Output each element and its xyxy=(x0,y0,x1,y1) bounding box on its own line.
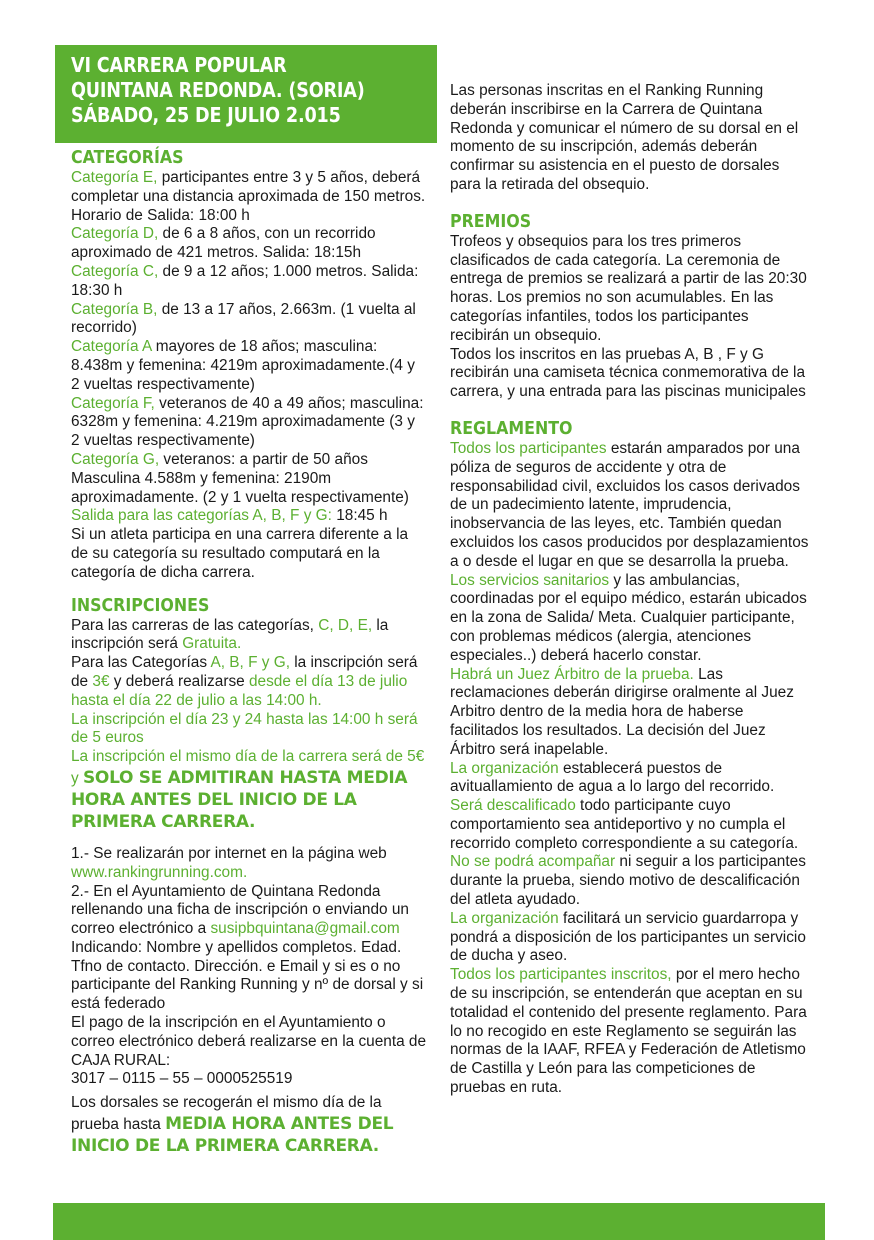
rule-text: por el mero hecho de su inscripción, se entenderán que aceptan en su totalidad el contenido del presente reglamento. Para lo no recogido en este Reglamento se seguirán las normas de la IAAF, RFEA y Federación de Atletismo de Castilla y León para las competiciones de pruebas en ruta. xyxy=(450,966,807,1097)
text-segment: 2.- En el Ayuntamiento de Quintana Redonda rellenando una ficha de inscripción o enviando un correo electrónico a xyxy=(71,882,409,938)
category-item xyxy=(71,507,427,526)
rule-item xyxy=(450,572,810,666)
highlight-segment: desde el día 13 de julio hasta el día 22 de julio a las 14:00 h. xyxy=(71,672,408,709)
rule-item xyxy=(450,760,810,798)
rule-text: establecerá puestos de avituallamiento de agua a lo largo del recorrido. xyxy=(450,759,775,796)
inscripcion-mismo-dia xyxy=(71,748,427,833)
method-details: Indicando: Nombre y apellidos completos. Edad. Tfno de contacto. Dirección. e Email y si es o no participante del Ranking Running y nº de dorsal y si está federado xyxy=(71,938,424,1013)
text-segment: la inscripción será de xyxy=(71,654,418,690)
category-item xyxy=(71,451,427,507)
category-text: de 9 a 12 años; 1.000 metros. Salida: 18:30 h xyxy=(71,262,419,299)
rule-label: Los servicios sanitarios xyxy=(450,571,610,589)
category-item xyxy=(71,263,427,301)
method-internet xyxy=(71,845,427,883)
title-line-2: QUINTANA REDONDA. (SORIA) xyxy=(71,78,365,102)
category-label: Salida para las categorías A, B, F y G: xyxy=(71,507,332,525)
category-item xyxy=(71,225,427,263)
left-column xyxy=(71,147,427,1157)
text-segment: Los dorsales se recogerán el mismo día de la prueba hasta xyxy=(71,1094,382,1134)
text-segment: Para las Categorías xyxy=(71,654,211,672)
rule-label: La organización xyxy=(450,759,559,777)
text-segment: la inscripción será xyxy=(71,616,389,653)
strong-notice: SOLO SE ADMITIRAN HASTA MEDIA HORA ANTES DEL INICIO DE LA PRIMERA CARRERA. xyxy=(71,767,408,832)
rule-item xyxy=(450,910,810,966)
bank-account: 3017 – 0115 – 55 – 0000525519 xyxy=(71,1070,293,1088)
rule-label: Habrá un Juez Árbitro de la prueba. xyxy=(450,665,694,683)
rule-item xyxy=(450,440,810,572)
category-item xyxy=(71,169,427,225)
category-item xyxy=(71,395,427,451)
inscripcion-precio xyxy=(71,654,427,710)
category-label: Categoría D, xyxy=(71,225,159,243)
category-text: participantes entre 3 y 5 años, deberá completar una distancia aproximada de 150 metros. Horario de Salida: 18:00 h xyxy=(71,169,426,224)
rule-text: facilitará un servicio guardarropa y pondrá a disposición de los participantes un servicio de ducha y aseo. xyxy=(450,909,806,965)
rule-label: Todos los participantes inscritos, xyxy=(450,966,672,984)
highlight-segment: Gratuita. xyxy=(182,635,242,653)
premios-heading: PREMIOS xyxy=(450,210,532,232)
title-banner xyxy=(55,45,437,143)
rule-text: ni seguir a los participantes durante la prueba, siendo motivo de descalificación del atleta ayudado. xyxy=(450,853,806,909)
category-item xyxy=(71,338,427,394)
premios-text: Trofeos y obsequios para los tres primeros clasificados de cada categoría. La ceremonia de entrega de premios se realizará a partir de las 20:30 horas. Los premios no son acumulables. En las categorías infantiles, todos los participantes recibirán un obsequio. xyxy=(450,232,807,344)
categorias-heading: CATEGORÍAS xyxy=(71,147,184,168)
inscripciones-heading: INSCRIPCIONES xyxy=(71,594,210,616)
rule-item xyxy=(450,853,810,909)
category-note: Si un atleta participa en una carrera diferente a la de su categoría su resultado computará en la categoría de dicha carrera. xyxy=(71,526,409,581)
category-label: Categoría C, xyxy=(71,262,159,280)
title-line-1: VI CARRERA POPULAR xyxy=(71,53,287,77)
category-label: Categoría G, xyxy=(71,450,160,468)
email-link[interactable]: susipbquintana@gmail.com xyxy=(210,920,400,938)
reglamento-heading: REGLAMENTO xyxy=(450,417,573,439)
payment-info: El pago de la inscripción en el Ayuntamiento o correo electrónico deberá realizarse en la cuenta de CAJA RURAL: xyxy=(71,1014,427,1069)
category-text: de 13 a 17 años, 2.663m. (1 vuelta al recorrido) xyxy=(71,300,416,337)
right-column xyxy=(450,82,810,1098)
method-ayuntamiento xyxy=(71,883,427,939)
category-text: de 6 a 8 años, con un recorrido aproximado de 421 metros. Salida: 18:15h xyxy=(71,225,376,262)
category-label: Categoría A xyxy=(71,338,152,356)
inscripcion-gratuita xyxy=(71,617,427,655)
highlight-segment: A, B, F y G, xyxy=(210,654,290,672)
rule-item xyxy=(450,666,810,760)
rule-item xyxy=(450,966,810,1098)
category-label: Categoría F, xyxy=(71,394,155,412)
text-segment: 1.- Se realizarán por internet en la página web xyxy=(71,844,387,862)
category-label: Categoría B, xyxy=(71,300,158,318)
category-text: veteranos: a partir de 50 años Masculina 4.588m y femenina: 2190m aproximadamente. (2 y 1 vuelta respectivamente) xyxy=(71,450,409,506)
rule-text: Las reclamaciones deberán dirigirse oralmente al Juez Arbitro dentro de la media hora de haberse facilitados los resultados. La decisión del Juez Árbitro será inapelable. xyxy=(450,665,794,758)
rule-label: La organización xyxy=(450,909,559,927)
strong-notice: MEDIA HORA ANTES DEL INICIO DE LA PRIMERA CARRERA. xyxy=(71,1114,394,1157)
category-text: veteranos de 40 a 49 años; masculina: 6328m y femenina: 4.219m aproximadamente (3 y 2 vueltas respectivamente) xyxy=(71,394,424,450)
footer-bar xyxy=(53,1203,825,1240)
highlight-segment: C, D, E, xyxy=(318,616,373,634)
rule-item xyxy=(450,797,810,853)
category-label: Categoría E, xyxy=(71,169,158,186)
text-segment: y deberá realizarse xyxy=(109,672,249,690)
rule-text: todo participante cuyo comportamiento sea antideportivo y no cumpla el recorrido completo correspondiente a su categoría. xyxy=(450,797,799,852)
inscripcion-tardia: La inscripción el día 23 y 24 hasta las 14:00 h será de 5 euros xyxy=(71,710,418,747)
category-item xyxy=(71,301,427,339)
title-line-3: SÁBADO, 25 DE JULIO 2.015 xyxy=(71,103,341,127)
rule-text: y las ambulancias, coordinadas por el equipo médico, estarán ubicados en la zona de Salida/ Meta. Cualquier participante, con problemas médicos (alergia, atenciones especiales..) deberá hacerlo constar. xyxy=(450,571,807,664)
rule-label: Todos los participantes xyxy=(450,439,607,457)
website-link[interactable]: www.rankingrunning.com. xyxy=(71,863,248,881)
dorsales-info xyxy=(71,1094,427,1157)
ranking-info: Las personas inscritas en el Ranking Running deberán inscribirse en la Carrera de Quintana Redonda y comunicar el número de su dorsal en el momento de su inscripción, además deberán confirmar su asistencia en el puesto de dorsales para la retirada del obsequio. xyxy=(450,82,799,193)
rule-text: estarán amparados por una póliza de seguros de accidente y otra de responsabilidad civil, excluidos los casos derivados de un padecimiento latente, imprudencia, inobservancia de las leyes, etc. También quedan excluidos los casos producidos por desplazamientos a o desde el lugar en que se desarrolla la prueba. xyxy=(450,439,809,570)
highlight-segment: 3€ xyxy=(92,672,110,690)
rule-label: No se podrá acompañar xyxy=(450,853,616,871)
category-text: mayores de 18 años; masculina: 8.438m y femenina: 4219m aproximadamente.(4 y 2 vueltas respectivamente) xyxy=(71,338,415,393)
text-segment: Para las carreras de las categorías, xyxy=(71,616,319,634)
category-text: 18:45 h xyxy=(331,507,388,525)
rule-label: Será descalificado xyxy=(450,797,576,815)
highlight-segment: La inscripción el mismo día de la carrera será de 5€ y xyxy=(71,748,425,787)
premios-camiseta: Todos los inscritos en las pruebas A, B , F y G recibirán una camiseta técnica conmemorativa de la carrera, y una entrada para las piscinas municipales xyxy=(450,345,806,401)
